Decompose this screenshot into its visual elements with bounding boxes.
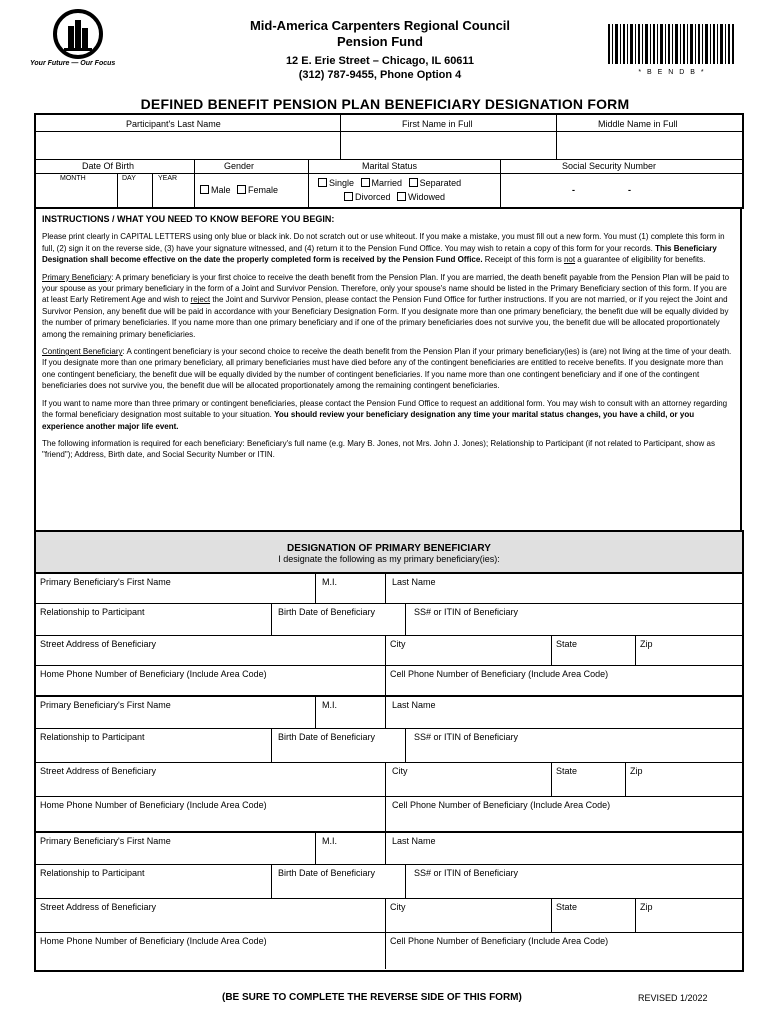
b2-mi[interactable]: M.I. <box>316 697 386 729</box>
divorced-checkbox[interactable] <box>344 192 353 201</box>
logo <box>52 8 104 60</box>
b3-mi[interactable]: M.I. <box>316 833 386 865</box>
instructions-paragraph-2: Primary Beneficiary: A primary beneficiary is your first choice to receive the death benefit from the Pension Plan. If you are married, the death benefit payable from the Pension Plan will be paid to your spouse as your primary beneficiary in the form of a Joint and Survivor Pension. Therefore, only your spouse's name should be listed in the Primary Beneficiary section of this form. If you are at least Early Retirement Age and wish to reject the Joint and Survivor Pension, please contact the Pension Fund Office for further instructions. If you are not married, or if you reject the Joint and Survivor Pension, any benefit due will be paid in accordance with your Beneficiary Designation Form. If you designate more than one primary beneficiary, the benefit due will be equally divided by the number of primary beneficiaries. If you name more than one primary beneficiary and if one of the primary beneficiaries does not survive you, the benefit due will be allocated proportionately among the remaining primary beneficiaries. <box>42 272 730 339</box>
b2-zip[interactable]: Zip <box>626 763 742 797</box>
b1-relationship[interactable]: Relationship to Participant <box>36 604 272 636</box>
instructions-paragraph-1: Please print clearly in CAPITAL LETTERS using only blue or black ink. Do not scratch out or use whiteout. If you make a mistake, you must fill out a new form. You must (1) complete this form in full, (2) sign it on the reverse side, (3) have your signature witnessed, and (4) return it to the Pension Fund Office. You may wish to retain a copy of this form for your records. This Beneficiary Designation shall become effective on the date the properly completed form is received by the Pension Fund Office. Receipt of this form is not a guarantee of eligibility for benefits. <box>42 232 725 265</box>
married-checkbox[interactable] <box>361 178 370 187</box>
divorced-label: Divorced <box>355 192 391 202</box>
marital-options-row2 <box>344 192 445 202</box>
married-label: Married <box>371 178 403 188</box>
participant-first-name-field[interactable] <box>342 133 554 157</box>
female-label: Female <box>248 185 279 195</box>
b2-city[interactable]: City <box>386 763 552 797</box>
b1-mi[interactable]: M.I. <box>316 574 386 604</box>
participant-middle-name-field[interactable] <box>558 133 742 157</box>
b2-last-name[interactable]: Last Name <box>386 697 742 729</box>
female-checkbox[interactable] <box>237 185 246 194</box>
instructions <box>34 208 742 530</box>
b1-first-name[interactable]: Primary Beneficiary's First Name <box>36 574 316 604</box>
b1-ssn[interactable]: SS# or ITIN of Beneficiary <box>406 604 742 636</box>
instructions-paragraph-5: The following information is required for each beneficiary: Beneficiary's full name (e.g. Mary B. Jones, not Mrs. John J. Jones); Relationship to Participant (if not related to Participant, show as "friend"); Address, Birth date, and Social Security Number or ITIN. <box>42 438 715 460</box>
b1-zip[interactable]: Zip <box>636 636 742 666</box>
widowed-checkbox[interactable] <box>397 192 406 201</box>
b3-ssn[interactable]: SS# or ITIN of Beneficiary <box>406 865 742 899</box>
form-title: DEFINED BENEFIT PENSION PLAN BENEFICIARY DESIGNATION FORM <box>140 96 630 112</box>
single-label: Single <box>329 178 355 188</box>
barcode <box>608 24 736 76</box>
marital-status-label: Marital Status <box>362 161 418 171</box>
marital-options-row1 <box>318 178 461 188</box>
beneficiary-2 <box>36 696 742 832</box>
building-logo-icon <box>52 8 104 60</box>
participant-middle-name-label: Middle Name in Full <box>598 119 678 129</box>
ssn-dash-1: - <box>572 185 575 195</box>
b2-home-phone[interactable]: Home Phone Number of Beneficiary (Include Area Code) <box>36 797 386 832</box>
ssn-dash-2: - <box>628 185 631 195</box>
b3-relationship[interactable]: Relationship to Participant <box>36 865 272 899</box>
separated-checkbox[interactable] <box>409 178 418 187</box>
gender-label: Gender <box>224 161 255 171</box>
b1-street[interactable]: Street Address of Beneficiary <box>36 636 386 666</box>
b3-last-name[interactable]: Last Name <box>386 833 742 865</box>
instructions-heading: INSTRUCTIONS / WHAT YOU NEED TO KNOW BEFORE YOU BEGIN: <box>42 214 335 224</box>
single-checkbox[interactable] <box>318 178 327 187</box>
b3-birth-date[interactable]: Birth Date of Beneficiary <box>272 865 406 899</box>
b3-state[interactable]: State <box>552 899 636 933</box>
tagline: Your Future — Our Focus <box>30 60 116 67</box>
instructions-paragraph-3: Contingent Beneficiary: A contingent beneficiary is your second choice to receive the death benefit from the Pension Plan if your primary beneficiary(ies) is (are) not living at the time of your death. If you designate more than one primary beneficiary, all primary beneficiaries must have died before any of the contingent beneficiaries are entitled to receive benefits. If you designate more than one contingent beneficiary, the benefit due will be equally divided by the number of contingent beneficiaries. If you name more than one contingent beneficiary and if one of the contingent beneficiaries does not survive you, the benefit due will be allocated proportionately among the remaining contingent beneficiaries. <box>42 347 732 391</box>
b2-cell-phone[interactable]: Cell Phone Number of Beneficiary (Include Area Code) <box>386 797 742 832</box>
b1-cell-phone[interactable]: Cell Phone Number of Beneficiary (Include Area Code) <box>386 666 742 696</box>
barcode-text: * B E N D B * <box>638 69 706 76</box>
barcode-icon <box>608 24 736 64</box>
ssn-label: Social Security Number <box>562 161 657 171</box>
b2-state[interactable]: State <box>552 763 626 797</box>
org-phone: (312) 787-9455, Phone Option 4 <box>298 69 462 81</box>
b1-home-phone[interactable]: Home Phone Number of Beneficiary (Include Area Code) <box>36 666 386 696</box>
b2-first-name[interactable]: Primary Beneficiary's First Name <box>36 697 316 729</box>
b3-city[interactable]: City <box>386 899 552 933</box>
widowed-label: Widowed <box>408 192 446 202</box>
revised-date: REVISED 1/2022 <box>638 993 708 1003</box>
month-label: MONTH <box>60 175 86 182</box>
b2-street[interactable]: Street Address of Beneficiary <box>36 763 386 797</box>
b2-birth-date[interactable]: Birth Date of Beneficiary <box>272 729 406 763</box>
b1-birth-date[interactable]: Birth Date of Beneficiary <box>272 604 406 636</box>
gender-options <box>200 185 278 195</box>
reverse-side-reminder: (BE SURE TO COMPLETE THE REVERSE SIDE OF THIS FORM) <box>222 992 522 1003</box>
participant-section <box>34 113 744 209</box>
participant-last-name-label: Participant's Last Name <box>126 119 221 129</box>
year-label: YEAR <box>158 175 178 182</box>
primary-heading: DESIGNATION OF PRIMARY BENEFICIARY <box>287 543 491 554</box>
b1-state[interactable]: State <box>552 636 636 666</box>
b2-ssn[interactable]: SS# or ITIN of Beneficiary <box>406 729 742 763</box>
b3-zip[interactable]: Zip <box>636 899 742 933</box>
beneficiary-3 <box>36 832 742 970</box>
b1-last-name[interactable]: Last Name <box>386 574 742 604</box>
b3-street[interactable]: Street Address of Beneficiary <box>36 899 386 933</box>
primary-subheading: I designate the following as my primary beneficiary(ies): <box>278 554 500 564</box>
b3-home-phone[interactable]: Home Phone Number of Beneficiary (Include Area Code) <box>36 933 386 969</box>
org-subname: Pension Fund <box>337 34 423 49</box>
day-label: DAY <box>122 175 136 182</box>
separated-label: Separated <box>419 178 462 188</box>
b3-first-name[interactable]: Primary Beneficiary's First Name <box>36 833 316 865</box>
beneficiary-1 <box>36 574 742 696</box>
male-checkbox[interactable] <box>200 185 209 194</box>
primary-beneficiary-section <box>34 530 744 972</box>
primary-header <box>36 532 742 574</box>
b3-cell-phone[interactable]: Cell Phone Number of Beneficiary (Include Area Code) <box>390 936 609 946</box>
org-name: Mid-America Carpenters Regional Council <box>249 18 511 33</box>
b1-city[interactable]: City <box>386 636 552 666</box>
org-address: 12 E. Erie Street – Chicago, IL 60611 <box>285 55 475 67</box>
dob-label: Date Of Birth <box>82 161 135 171</box>
instructions-paragraph-4: If you want to name more than three primary or contingent beneficiaries, please contact the Pension Fund Office to request an additional form. You may wish to consult with an attorney regarding the formal beneficiary designation most suitable to your situation. You should review your beneficiary designation any time your marital status changes, you have a child, or you experience another major life event. <box>42 398 728 431</box>
male-label: Male <box>211 185 231 195</box>
participant-first-name-label: First Name in Full <box>402 119 473 129</box>
participant-last-name-field[interactable] <box>38 133 338 157</box>
b2-relationship[interactable]: Relationship to Participant <box>36 729 272 763</box>
